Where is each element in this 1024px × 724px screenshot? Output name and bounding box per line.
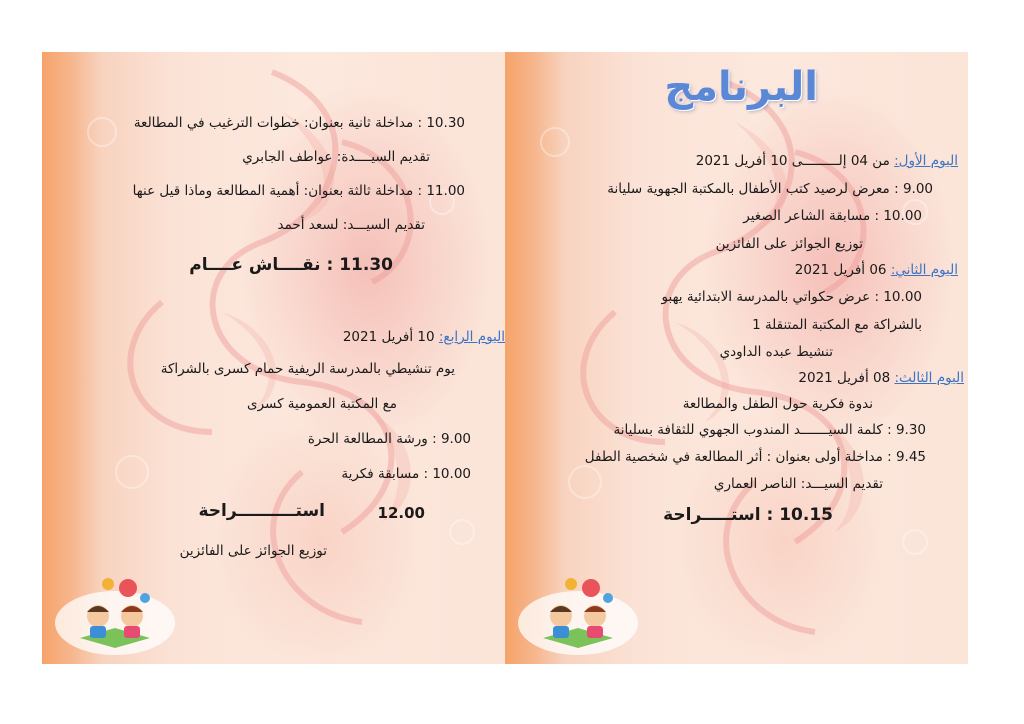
left-line-discussion: 11.30 : نقــــاش عــــام	[189, 255, 393, 275]
day2-line-3: تنشيط عبده الداودي	[719, 344, 833, 360]
left-line-presenter-2: تقديم السيـــد: لسعد أحمد	[277, 217, 425, 233]
day4-label: اليوم الرابع:	[438, 329, 505, 345]
day1-line-3: توزيع الجوائز على الفائزين	[715, 236, 863, 252]
break-line-right: 10.15 : استـــــراحة	[663, 505, 833, 525]
day4-line-4: 10.00 : مسابقة فكرية	[341, 466, 471, 482]
children-reading-illustration	[513, 568, 643, 658]
day1-date: من 04 إلـــــــــى 10 أفريل 2021	[695, 153, 890, 169]
left-line-session-3: 11.00 : مداخلة ثالثة بعنوان: أهمية المطالعة وماذا قيل عنها	[132, 183, 465, 199]
day4-line-2: مع المكتبة العمومية كسرى	[247, 396, 397, 412]
day4-line-3: 9.00 : ورشة المطالعة الحرة	[307, 431, 471, 447]
day4-line-1: يوم تنشيطي بالمدرسة الريفية حمام كسرى بالشراكة	[160, 361, 455, 377]
day3-date: 08 أفريل 2021	[798, 370, 891, 386]
day2-line-2: بالشراكة مع المكتبة المتنقلة 1	[752, 317, 922, 333]
day3-line-1: ندوة فكرية حول الطفل والمطالعة	[682, 396, 873, 412]
program-page-left	[42, 52, 505, 664]
day2-label: اليوم الثاني:	[890, 262, 958, 278]
day1-line-1: 9.00 : معرض لرصيد كتب الأطفال بالمكتبة الجهوية سليانة	[607, 181, 933, 197]
day2-heading	[795, 261, 958, 279]
day3-line-4: تقديم السيـــد: الناصر العماري	[713, 476, 883, 492]
day3-line-3: 9.45 : مداخلة أولى بعنوان : أثر المطالعة في شخصية الطفل	[584, 449, 926, 465]
program-page-right	[505, 52, 968, 664]
break-label-left: استــــــــــراحة	[198, 501, 325, 521]
prizes-line-left: توزيع الجوائز على الفائزين	[179, 543, 327, 559]
day3-heading	[798, 369, 964, 387]
left-line-presenter-1: تقديم السيــــدة: عواطف الجابري	[242, 149, 430, 165]
day1-label: اليوم الأول:	[894, 153, 958, 169]
day4-date: 10 أفريل 2021	[342, 329, 435, 345]
day3-line-2: 9.30 : كلمة السيـــــــد المندوب الجهوي للثقافة بسليانة	[613, 422, 926, 438]
program-title: البرنامج	[664, 64, 818, 110]
left-line-session-2: 10.30 : مداخلة ثانية بعنوان: خطوات الترغيب في المطالعة	[133, 115, 465, 131]
break-time-left: 12.00	[377, 504, 425, 522]
day2-line-1: 10.00 : عرض حكواتي بالمدرسة الابتدائية يهبو	[661, 289, 922, 305]
children-reading-illustration	[50, 568, 180, 658]
day4-heading	[343, 328, 505, 346]
day2-date: 06 أفريل 2021	[794, 262, 887, 278]
day1-heading	[696, 152, 958, 170]
day1-line-2: 10.00 : مسابقة الشاعر الصغير	[743, 208, 922, 224]
day3-label: اليوم الثالث:	[894, 370, 964, 386]
